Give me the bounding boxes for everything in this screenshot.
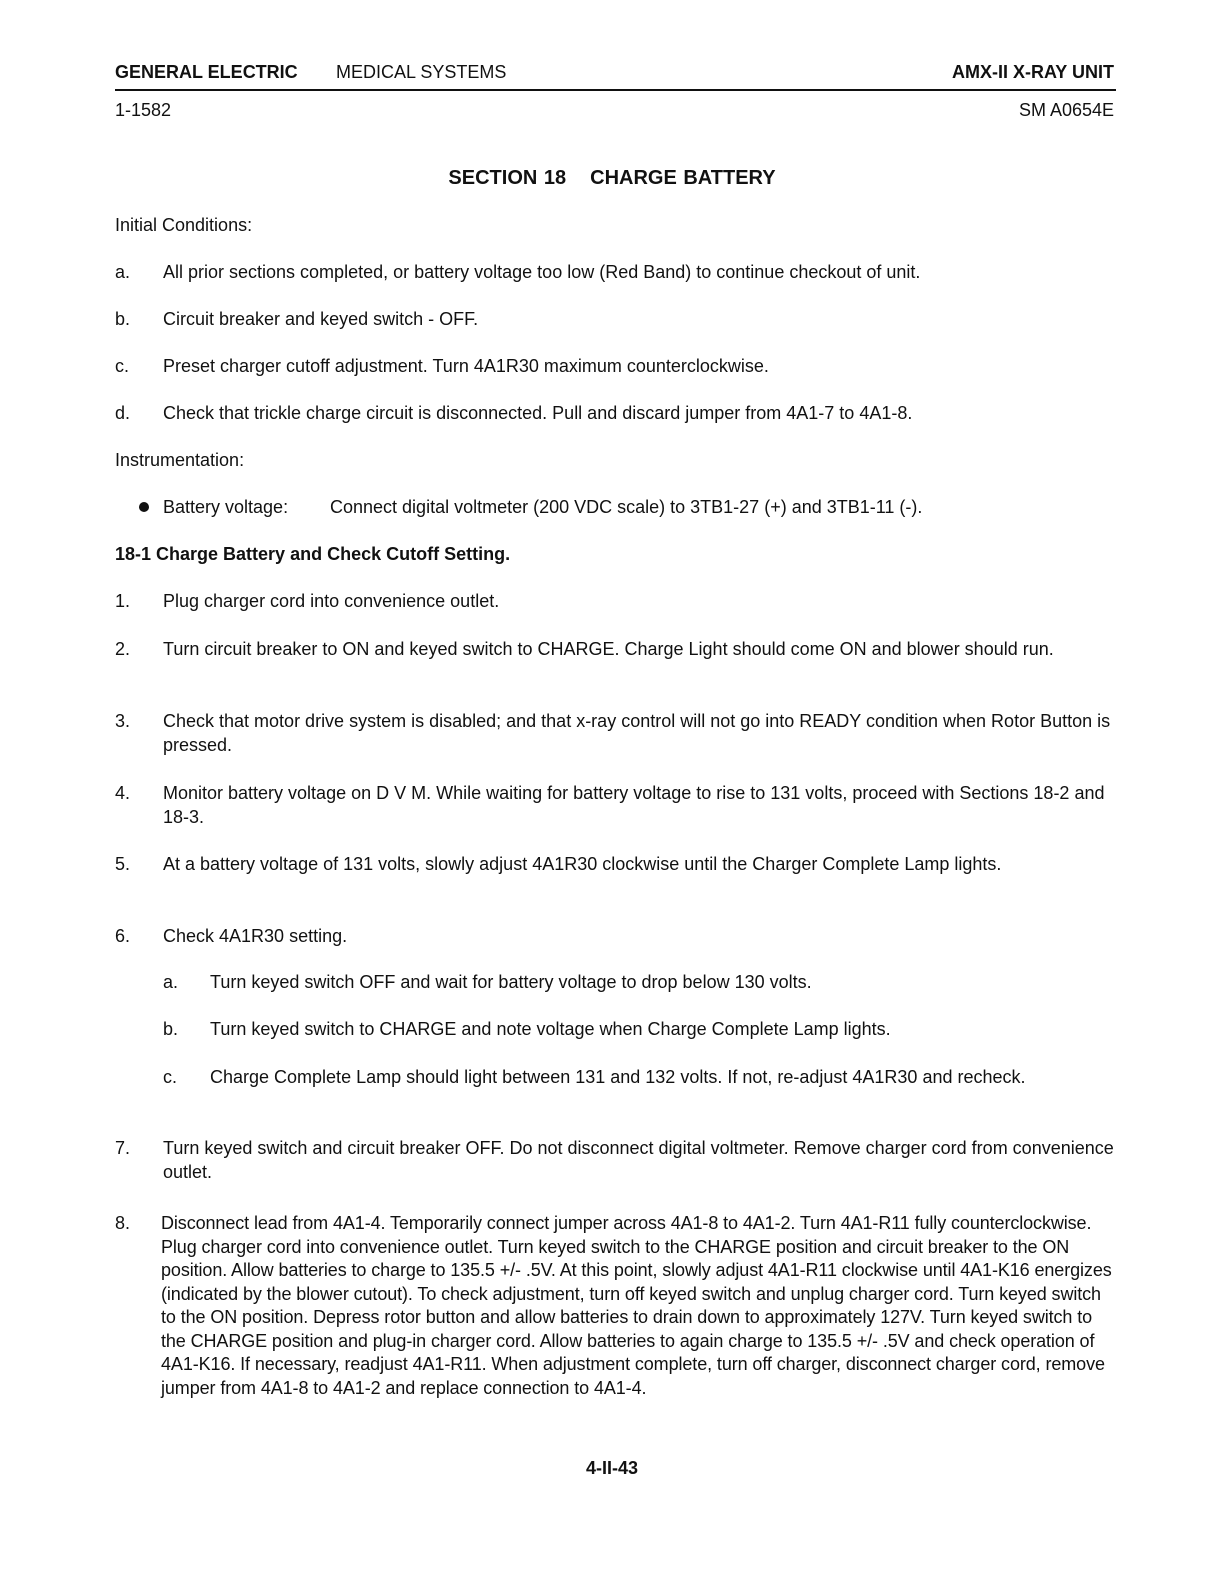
step-text: Turn keyed switch and circuit breaker OFF. Do not disconnect digital voltmeter. Remove charger cord from convenience outlet. xyxy=(163,1138,1114,1182)
section-name: CHARGE BATTERY xyxy=(590,167,776,189)
service-manual-number: SM A0654E xyxy=(1018,100,1114,120)
step-text: Check that motor drive system is disabled; and that x-ray control will not go into READY condition when Rotor Button is pressed. xyxy=(163,711,1111,755)
page-subheader xyxy=(115,100,1114,124)
step-text: At a battery voltage of 131 volts, slowly adjust 4A1R30 clockwise until the Charger Complete Lamp lights. xyxy=(163,854,1002,874)
step-label: 7. xyxy=(115,1138,131,1158)
page-header xyxy=(115,62,1114,86)
step-text: Check 4A1R30 setting. xyxy=(163,926,348,946)
substep-text: Turn keyed switch OFF and wait for battery voltage to drop below 130 volts. xyxy=(210,972,812,992)
substep-label: a. xyxy=(163,972,179,992)
step-text: Disconnect lead from 4A1-4. Temporarily connect jumper across 4A1-8 to 4A1-2. Turn 4A1-R11 fully counterclockwise. Plug charger cord into convenience outlet. Turn keyed switch to the CHARGE position and circuit breaker to the ON position. Allow batteries to charge to 135.5 +/- .5V. At this point, slowly adjust 4A1-R11 clockwise until 4A1-K16 energizes (indicated by the blower cutout). To check adjustment, turn off keyed switch and unplug charger cord. Turn keyed switch to the ON position. Depress rotor button and allow batteries to drain down to approximately 127V. Turn keyed switch to the CHARGE position and plug-in charger cord. Allow batteries to again charge to 135.5 +/- .5V and check operation of 4A1-K16. If necessary, readjust 4A1-R11. When adjustment complete, turn off charger, disconnect charger cord, remove jumper from 4A1-8 to 4A1-2 and replace connection to 4A1-4. xyxy=(161,1213,1112,1398)
condition-label: b. xyxy=(115,309,131,329)
step-text: Plug charger cord into convenience outlet. xyxy=(163,591,500,611)
condition-text: Preset charger cutoff adjustment. Turn 4A1R30 maximum counterclockwise. xyxy=(163,356,769,376)
bullet-icon xyxy=(139,502,149,512)
step-label: 6. xyxy=(115,926,131,946)
condition-text: Circuit breaker and keyed switch - OFF. xyxy=(163,309,479,329)
condition-text: All prior sections completed, or battery voltage too low (Red Band) to continue checkout of unit. xyxy=(163,262,921,282)
unit-name: AMX-II X-RAY UNIT xyxy=(951,62,1114,82)
company-name: GENERAL ELECTRIC xyxy=(115,62,298,82)
condition-label: d. xyxy=(115,403,131,423)
step-label: 2. xyxy=(115,639,131,659)
step-label: 3. xyxy=(115,711,131,731)
instrumentation-heading: Instrumentation: xyxy=(115,450,245,470)
header-rule xyxy=(115,89,1116,91)
instrumentation-text: Connect digital voltmeter (200 VDC scale) to 3TB1-27 (+) and 3TB1-11 (-). xyxy=(330,497,923,517)
page-number: 4-II-43 xyxy=(585,1458,639,1478)
document-number: 1-1582 xyxy=(115,100,172,120)
division-name: MEDICAL SYSTEMS xyxy=(336,62,507,82)
substep-label: b. xyxy=(163,1019,179,1039)
step-label: 8. xyxy=(115,1213,131,1233)
condition-label: a. xyxy=(115,262,131,282)
section-number: SECTION 18 xyxy=(448,167,567,189)
step-text: Turn circuit breaker to ON and keyed switch to CHARGE. Charge Light should come ON and blower should run. xyxy=(163,639,1054,659)
condition-text: Check that trickle charge circuit is disconnected. Pull and discard jumper from 4A1-7 to 4A1-8. xyxy=(163,403,913,423)
substep-text: Turn keyed switch to CHARGE and note voltage when Charge Complete Lamp lights. xyxy=(210,1019,891,1039)
step-label: 5. xyxy=(115,854,131,874)
section-title xyxy=(0,167,1224,190)
substep-text: Charge Complete Lamp should light between 131 and 132 volts. If not, re-adjust 4A1R30 and recheck. xyxy=(210,1067,1026,1087)
substep-label: c. xyxy=(163,1067,178,1087)
instrumentation-label: Battery voltage: xyxy=(163,497,289,517)
condition-label: c. xyxy=(115,356,130,376)
step-label: 4. xyxy=(115,783,131,803)
procedure-heading: 18-1 Charge Battery and Check Cutoff Setting. xyxy=(115,544,511,564)
step-label: 1. xyxy=(115,591,131,611)
initial-conditions-heading: Initial Conditions: xyxy=(115,215,253,235)
step-text: Monitor battery voltage on D V M. While waiting for battery voltage to rise to 131 volts, proceed with Sections 18-2 and 18-3. xyxy=(163,783,1105,827)
